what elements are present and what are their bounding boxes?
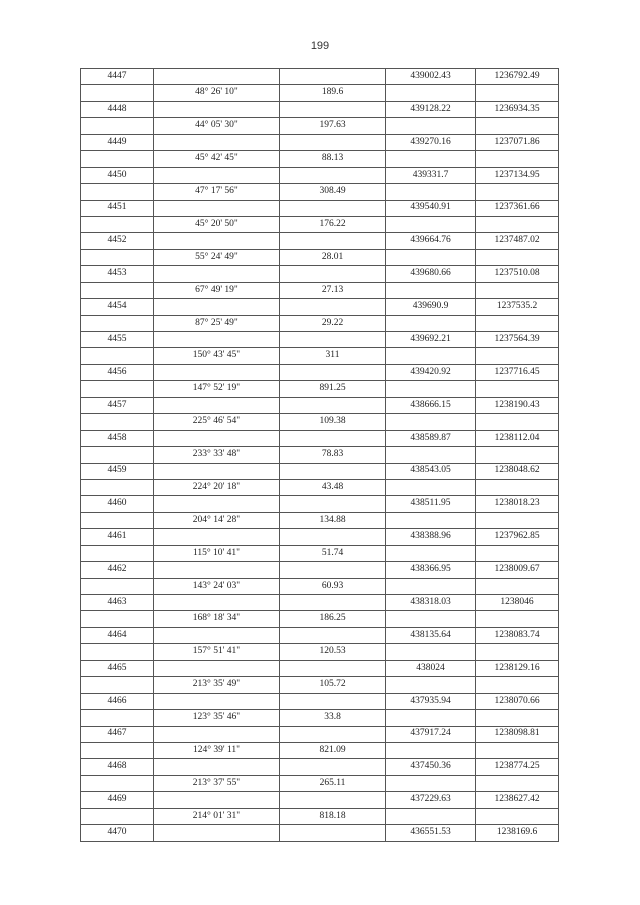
bearing-cell [154,529,280,545]
distance-cell [280,101,386,117]
northing-cell [386,249,476,265]
station-cell [81,808,154,824]
leg-row [81,249,559,265]
northing-cell: 438388.96 [386,529,476,545]
distance-cell [280,496,386,512]
station-cell [81,282,154,298]
station-cell [81,249,154,265]
station-row [81,69,559,85]
bearing-cell [154,233,280,249]
easting-cell: 1237071.86 [476,134,559,150]
station-row [81,693,559,709]
distance-cell [280,364,386,380]
northing-cell [386,315,476,331]
easting-cell: 1237134.95 [476,167,559,183]
northing-cell [386,644,476,660]
distance-cell [280,167,386,183]
distance-cell [280,726,386,742]
station-cell: 4469 [81,792,154,808]
bearing-cell [154,693,280,709]
northing-cell: 438666.15 [386,397,476,413]
station-cell [81,512,154,528]
distance-cell: 27.13 [280,282,386,298]
northing-cell: 439690.9 [386,299,476,315]
easting-cell: 1237564.39 [476,332,559,348]
station-cell [81,710,154,726]
station-row [81,299,559,315]
leg-row [81,184,559,200]
bearing-cell: 45° 20' 50" [154,216,280,232]
bearing-cell [154,364,280,380]
easting-cell: 1237487.02 [476,233,559,249]
station-cell [81,447,154,463]
easting-cell: 1238169.6 [476,825,559,841]
station-cell [81,545,154,561]
bearing-cell [154,69,280,85]
station-row [81,825,559,841]
station-cell: 4462 [81,562,154,578]
bearing-cell [154,627,280,643]
leg-row [81,545,559,561]
distance-cell [280,266,386,282]
bearing-cell [154,759,280,775]
station-cell: 4456 [81,364,154,380]
distance-cell: 28.01 [280,249,386,265]
station-row [81,101,559,117]
northing-cell: 437229.63 [386,792,476,808]
station-cell: 4452 [81,233,154,249]
distance-cell [280,397,386,413]
easting-cell: 1238627.42 [476,792,559,808]
northing-cell: 438543.05 [386,463,476,479]
easting-cell [476,677,559,693]
bearing-cell [154,792,280,808]
bearing-cell: 225° 46' 54" [154,414,280,430]
easting-cell [476,282,559,298]
northing-cell: 438366.95 [386,562,476,578]
leg-row [81,216,559,232]
easting-cell [476,348,559,364]
leg-row [81,282,559,298]
bearing-cell [154,167,280,183]
station-row [81,200,559,216]
station-cell [81,381,154,397]
station-cell [81,611,154,627]
bearing-cell [154,825,280,841]
northing-cell [386,414,476,430]
distance-cell [280,463,386,479]
northing-cell [386,710,476,726]
bearing-cell: 213° 35' 49" [154,677,280,693]
bearing-cell: 224° 20' 18" [154,479,280,495]
station-cell: 4470 [81,825,154,841]
station-cell [81,677,154,693]
station-row [81,660,559,676]
easting-cell [476,479,559,495]
easting-cell: 1238046 [476,595,559,611]
easting-cell: 1236934.35 [476,101,559,117]
distance-cell [280,825,386,841]
station-cell [81,644,154,660]
distance-cell: 891.25 [280,381,386,397]
bearing-cell [154,595,280,611]
distance-cell [280,233,386,249]
easting-cell [476,578,559,594]
station-cell: 4448 [81,101,154,117]
northing-cell: 439664.76 [386,233,476,249]
northing-cell: 439002.43 [386,69,476,85]
northing-cell: 439540.91 [386,200,476,216]
distance-cell: 186.25 [280,611,386,627]
bearing-cell: 214° 01' 31" [154,808,280,824]
distance-cell [280,332,386,348]
station-cell: 4458 [81,430,154,446]
distance-cell: 43.48 [280,479,386,495]
bearing-cell: 147° 52' 19" [154,381,280,397]
station-row [81,397,559,413]
northing-cell [386,118,476,134]
station-row [81,266,559,282]
northing-cell: 438318.03 [386,595,476,611]
station-row [81,332,559,348]
distance-cell: 109.38 [280,414,386,430]
bearing-cell: 87° 25' 49" [154,315,280,331]
northing-cell: 436551.53 [386,825,476,841]
northing-cell [386,85,476,101]
station-cell: 4467 [81,726,154,742]
station-row [81,595,559,611]
bearing-cell: 45° 42' 45" [154,151,280,167]
leg-row [81,611,559,627]
distance-cell: 88.13 [280,151,386,167]
leg-row [81,315,559,331]
easting-cell: 1238098.81 [476,726,559,742]
station-row [81,134,559,150]
easting-cell [476,315,559,331]
leg-row [81,447,559,463]
northing-cell [386,775,476,791]
easting-cell [476,742,559,758]
leg-row [81,151,559,167]
northing-cell [386,479,476,495]
station-cell: 4463 [81,595,154,611]
northing-cell: 438135.64 [386,627,476,643]
station-cell: 4454 [81,299,154,315]
station-cell [81,414,154,430]
bearing-cell [154,463,280,479]
northing-cell [386,742,476,758]
survey-table [80,68,559,842]
distance-cell: 821.09 [280,742,386,758]
station-cell: 4451 [81,200,154,216]
northing-cell [386,512,476,528]
station-cell: 4453 [81,266,154,282]
easting-cell: 1237716.45 [476,364,559,380]
easting-cell [476,808,559,824]
northing-cell [386,447,476,463]
bearing-cell [154,496,280,512]
northing-cell [386,578,476,594]
distance-cell: 189.6 [280,85,386,101]
northing-cell: 437450.36 [386,759,476,775]
northing-cell: 438024 [386,660,476,676]
bearing-cell: 124° 39' 11" [154,742,280,758]
station-cell: 4464 [81,627,154,643]
easting-cell [476,414,559,430]
bearing-cell [154,726,280,742]
bearing-cell: 233° 33' 48" [154,447,280,463]
bearing-cell [154,200,280,216]
easting-cell: 1238112.04 [476,430,559,446]
easting-cell [476,118,559,134]
station-row [81,529,559,545]
easting-cell: 1238083.74 [476,627,559,643]
northing-cell [386,677,476,693]
leg-row [81,85,559,101]
easting-cell: 1237361.66 [476,200,559,216]
station-cell: 4468 [81,759,154,775]
easting-cell: 1237510.08 [476,266,559,282]
station-cell [81,151,154,167]
bearing-cell: 67° 49' 19" [154,282,280,298]
station-cell [81,85,154,101]
leg-row [81,414,559,430]
easting-cell [476,381,559,397]
distance-cell: 176.22 [280,216,386,232]
northing-cell [386,282,476,298]
northing-cell: 437935.94 [386,693,476,709]
northing-cell [386,216,476,232]
bearing-cell: 123° 35' 46" [154,710,280,726]
easting-cell [476,512,559,528]
easting-cell: 1238009.67 [476,562,559,578]
easting-cell [476,447,559,463]
bearing-cell [154,266,280,282]
leg-row [81,381,559,397]
leg-row [81,578,559,594]
leg-row [81,710,559,726]
distance-cell [280,693,386,709]
station-cell: 4449 [81,134,154,150]
easting-cell: 1238048.62 [476,463,559,479]
bearing-cell: 143° 24' 03" [154,578,280,594]
station-cell [81,315,154,331]
station-cell [81,775,154,791]
distance-cell [280,595,386,611]
station-row [81,496,559,512]
distance-cell [280,529,386,545]
easting-cell [476,710,559,726]
northing-cell [386,381,476,397]
leg-row [81,775,559,791]
distance-cell [280,299,386,315]
bearing-cell [154,397,280,413]
bearing-cell [154,332,280,348]
distance-cell: 120.53 [280,644,386,660]
easting-cell [476,545,559,561]
station-cell: 4457 [81,397,154,413]
survey-table-body [81,69,559,842]
bearing-cell [154,299,280,315]
station-row [81,562,559,578]
distance-cell [280,792,386,808]
easting-cell [476,216,559,232]
easting-cell: 1237962.85 [476,529,559,545]
northing-cell: 439128.22 [386,101,476,117]
leg-row [81,118,559,134]
station-row [81,167,559,183]
easting-cell: 1238774.25 [476,759,559,775]
station-cell: 4450 [81,167,154,183]
distance-cell [280,200,386,216]
distance-cell: 33.8 [280,710,386,726]
distance-cell: 265.11 [280,775,386,791]
bearing-cell: 157° 51' 41" [154,644,280,660]
bearing-cell [154,134,280,150]
northing-cell: 439270.16 [386,134,476,150]
distance-cell: 311 [280,348,386,364]
northing-cell: 439420.92 [386,364,476,380]
distance-cell [280,430,386,446]
distance-cell [280,660,386,676]
leg-row [81,644,559,660]
easting-cell [476,85,559,101]
distance-cell [280,759,386,775]
northing-cell [386,611,476,627]
northing-cell [386,151,476,167]
leg-row [81,348,559,364]
easting-cell [476,249,559,265]
station-row [81,233,559,249]
distance-cell [280,69,386,85]
leg-row [81,479,559,495]
easting-cell: 1237535.2 [476,299,559,315]
bearing-cell: 150° 43' 45" [154,348,280,364]
easting-cell [476,611,559,627]
station-cell: 4465 [81,660,154,676]
distance-cell: 818.18 [280,808,386,824]
easting-cell: 1238190.43 [476,397,559,413]
bearing-cell: 47° 17' 56" [154,184,280,200]
bearing-cell: 115° 10' 41" [154,545,280,561]
easting-cell: 1238070.66 [476,693,559,709]
bearing-cell: 168° 18' 34" [154,611,280,627]
bearing-cell [154,430,280,446]
easting-cell: 1238129.16 [476,660,559,676]
distance-cell [280,562,386,578]
easting-cell [476,644,559,660]
station-cell [81,479,154,495]
station-cell [81,118,154,134]
distance-cell: 134.88 [280,512,386,528]
northing-cell [386,545,476,561]
leg-row [81,512,559,528]
leg-row [81,742,559,758]
distance-cell: 197.63 [280,118,386,134]
bearing-cell [154,660,280,676]
northing-cell [386,348,476,364]
bearing-cell: 204° 14' 28" [154,512,280,528]
northing-cell: 438511.95 [386,496,476,512]
station-cell [81,742,154,758]
station-row [81,627,559,643]
station-cell [81,216,154,232]
bearing-cell [154,101,280,117]
leg-row [81,808,559,824]
easting-cell [476,184,559,200]
bearing-cell: 55° 24' 49" [154,249,280,265]
northing-cell: 439331.7 [386,167,476,183]
station-cell [81,578,154,594]
station-row [81,726,559,742]
distance-cell [280,134,386,150]
station-row [81,463,559,479]
station-cell: 4460 [81,496,154,512]
station-row [81,364,559,380]
station-row [81,792,559,808]
station-cell: 4466 [81,693,154,709]
northing-cell: 439680.66 [386,266,476,282]
northing-cell [386,808,476,824]
distance-cell: 51.74 [280,545,386,561]
bearing-cell: 48° 26' 10" [154,85,280,101]
distance-cell: 308.49 [280,184,386,200]
easting-cell [476,775,559,791]
distance-cell: 29.22 [280,315,386,331]
bearing-cell: 44° 05' 30" [154,118,280,134]
leg-row [81,677,559,693]
easting-cell [476,151,559,167]
station-cell: 4461 [81,529,154,545]
bearing-cell: 213° 37' 55" [154,775,280,791]
station-cell: 4459 [81,463,154,479]
page-number: 199 [310,40,330,52]
station-row [81,430,559,446]
distance-cell: 60.93 [280,578,386,594]
northing-cell [386,184,476,200]
northing-cell: 439692.21 [386,332,476,348]
bearing-cell [154,562,280,578]
distance-cell [280,627,386,643]
easting-cell: 1238018.23 [476,496,559,512]
station-cell: 4455 [81,332,154,348]
easting-cell: 1236792.49 [476,69,559,85]
station-cell: 4447 [81,69,154,85]
distance-cell: 105.72 [280,677,386,693]
station-cell [81,348,154,364]
station-row [81,759,559,775]
northing-cell: 437917.24 [386,726,476,742]
distance-cell: 78.83 [280,447,386,463]
station-cell [81,184,154,200]
northing-cell: 438589.87 [386,430,476,446]
